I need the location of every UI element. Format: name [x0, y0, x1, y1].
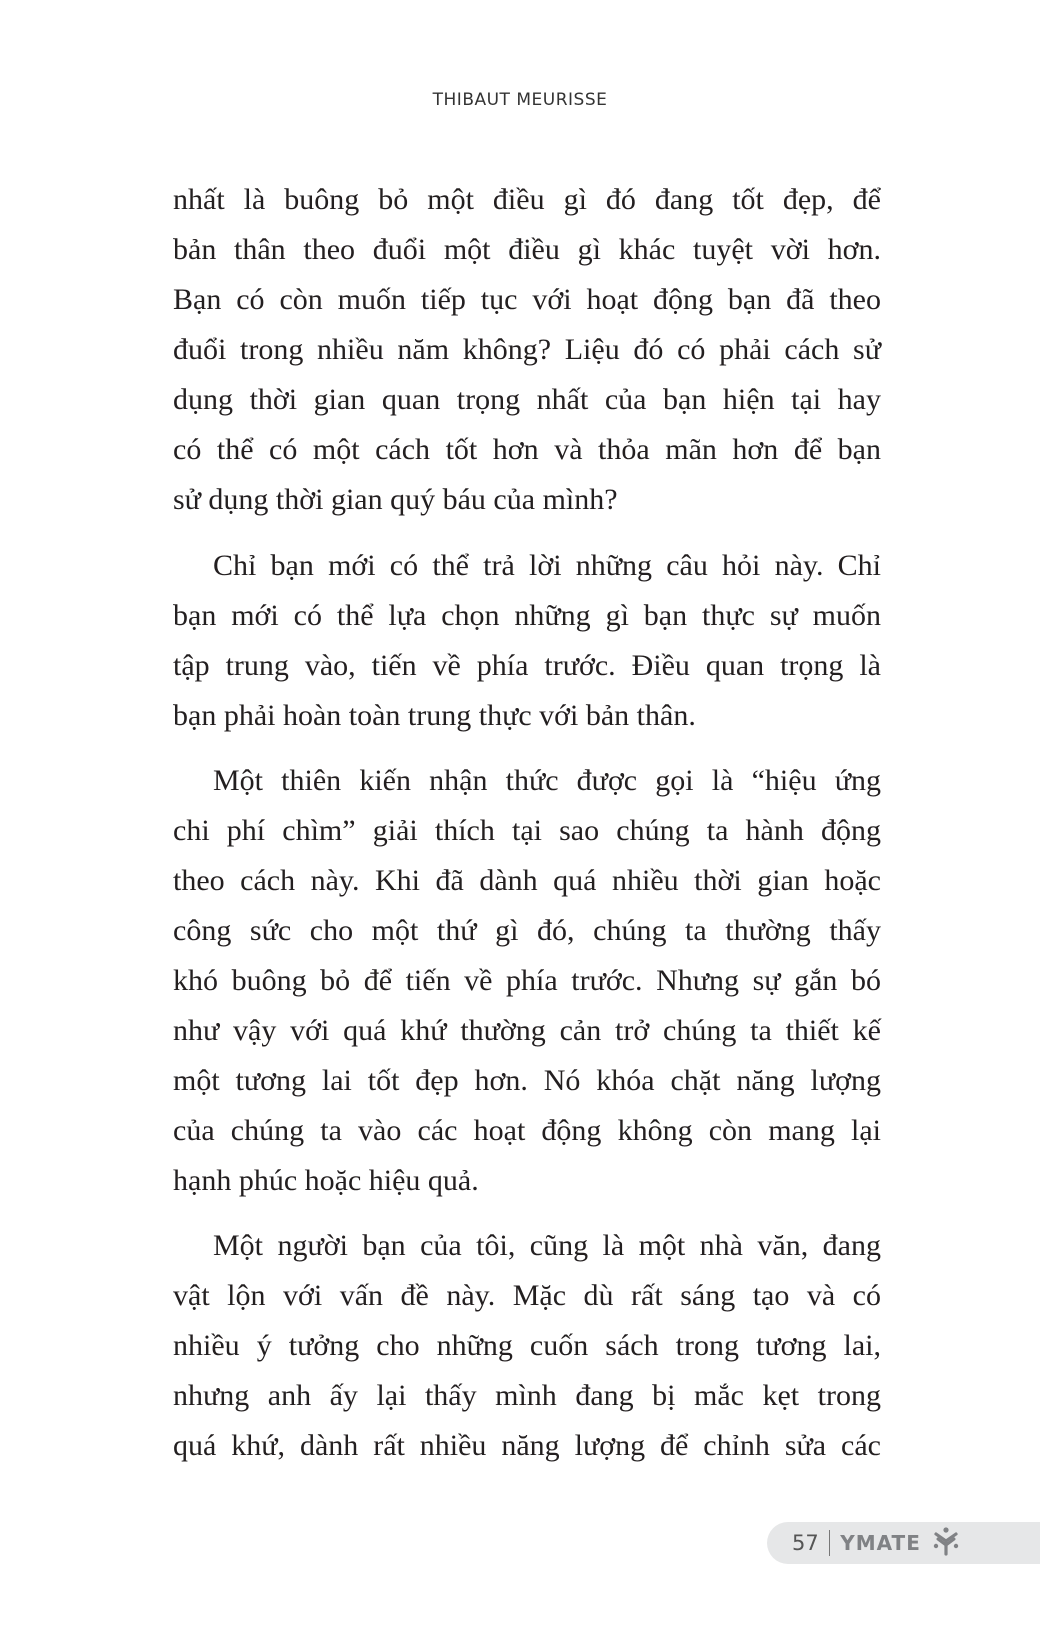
text-line: sử dụng thời gian quý báu của mình? — [173, 483, 618, 516]
brand-name: YMATE — [840, 1531, 921, 1555]
text-line: theo cách này. Khi đã dành quá nhiều thời gian hoặc — [173, 864, 881, 897]
paragraph — [173, 1221, 881, 1471]
text-line: Chỉ bạn mới có thể trả lời những câu hỏi này. Chỉ — [213, 549, 881, 582]
text-line: bản thân theo đuổi một điều gì khác tuyệt vời hơn. — [173, 233, 881, 266]
text-line: chi phí chìm” giải thích tại sao chúng ta hành động — [173, 814, 881, 847]
paragraph — [173, 175, 881, 525]
paragraph — [173, 756, 881, 1206]
page-number: 57 — [792, 1531, 819, 1555]
text-line: nhiều ý tưởng cho những cuốn sách trong tương lai, — [173, 1329, 881, 1362]
text-line: như vậy với quá khứ thường cản trở chúng ta thiết kế — [173, 1014, 881, 1047]
text-line: hạnh phúc hoặc hiệu quả. — [173, 1164, 479, 1197]
ymate-logo-icon — [931, 1526, 961, 1560]
text-line: Một thiên kiến nhận thức được gọi là “hiệu ứng — [213, 764, 881, 797]
text-line: khó buông bỏ để tiến về phía trước. Nhưng sự gắn bó — [173, 964, 881, 997]
text-line: quá khứ, dành rất nhiều năng lượng để chỉnh sửa các — [173, 1429, 881, 1462]
text-line: Một người bạn của tôi, cũng là một nhà văn, đang — [213, 1229, 881, 1262]
text-line: nhất là buông bỏ một điều gì đó đang tốt đẹp, để — [173, 183, 881, 216]
divider — [829, 1530, 831, 1556]
text-line: có thể có một cách tốt hơn và thỏa mãn hơn để bạn — [173, 433, 881, 466]
text-line: dụng thời gian quan trọng nhất của bạn hiện tại hay — [173, 383, 881, 416]
text-line: của chúng ta vào các hoạt động không còn mang lại — [173, 1114, 881, 1147]
running-header-author: THIBAUT MEURISSE — [432, 90, 608, 110]
text-line: một tương lai tốt đẹp hơn. Nó khóa chặt năng lượng — [173, 1064, 881, 1097]
text-line: công sức cho một thứ gì đó, chúng ta thường thấy — [173, 914, 881, 947]
text-line: bạn mới có thể lựa chọn những gì bạn thực sự muốn — [173, 599, 881, 632]
text-line: nhưng anh ấy lại thấy mình đang bị mắc kẹt trong — [173, 1379, 881, 1412]
page-footer — [767, 1522, 1040, 1564]
text-line: bạn phải hoàn toàn trung thực với bản thân. — [173, 699, 696, 732]
text-line: vật lộn với vấn đề này. Mặc dù rất sáng tạo và có — [173, 1279, 881, 1312]
text-line: tập trung vào, tiến về phía trước. Điều quan trọng là — [173, 649, 881, 682]
text-line: đuổi trong nhiều năm không? Liệu đó có phải cách sử — [173, 333, 881, 366]
text-line: Bạn có còn muốn tiếp tục với hoạt động bạn đã theo — [173, 283, 881, 316]
paragraph — [173, 541, 881, 741]
